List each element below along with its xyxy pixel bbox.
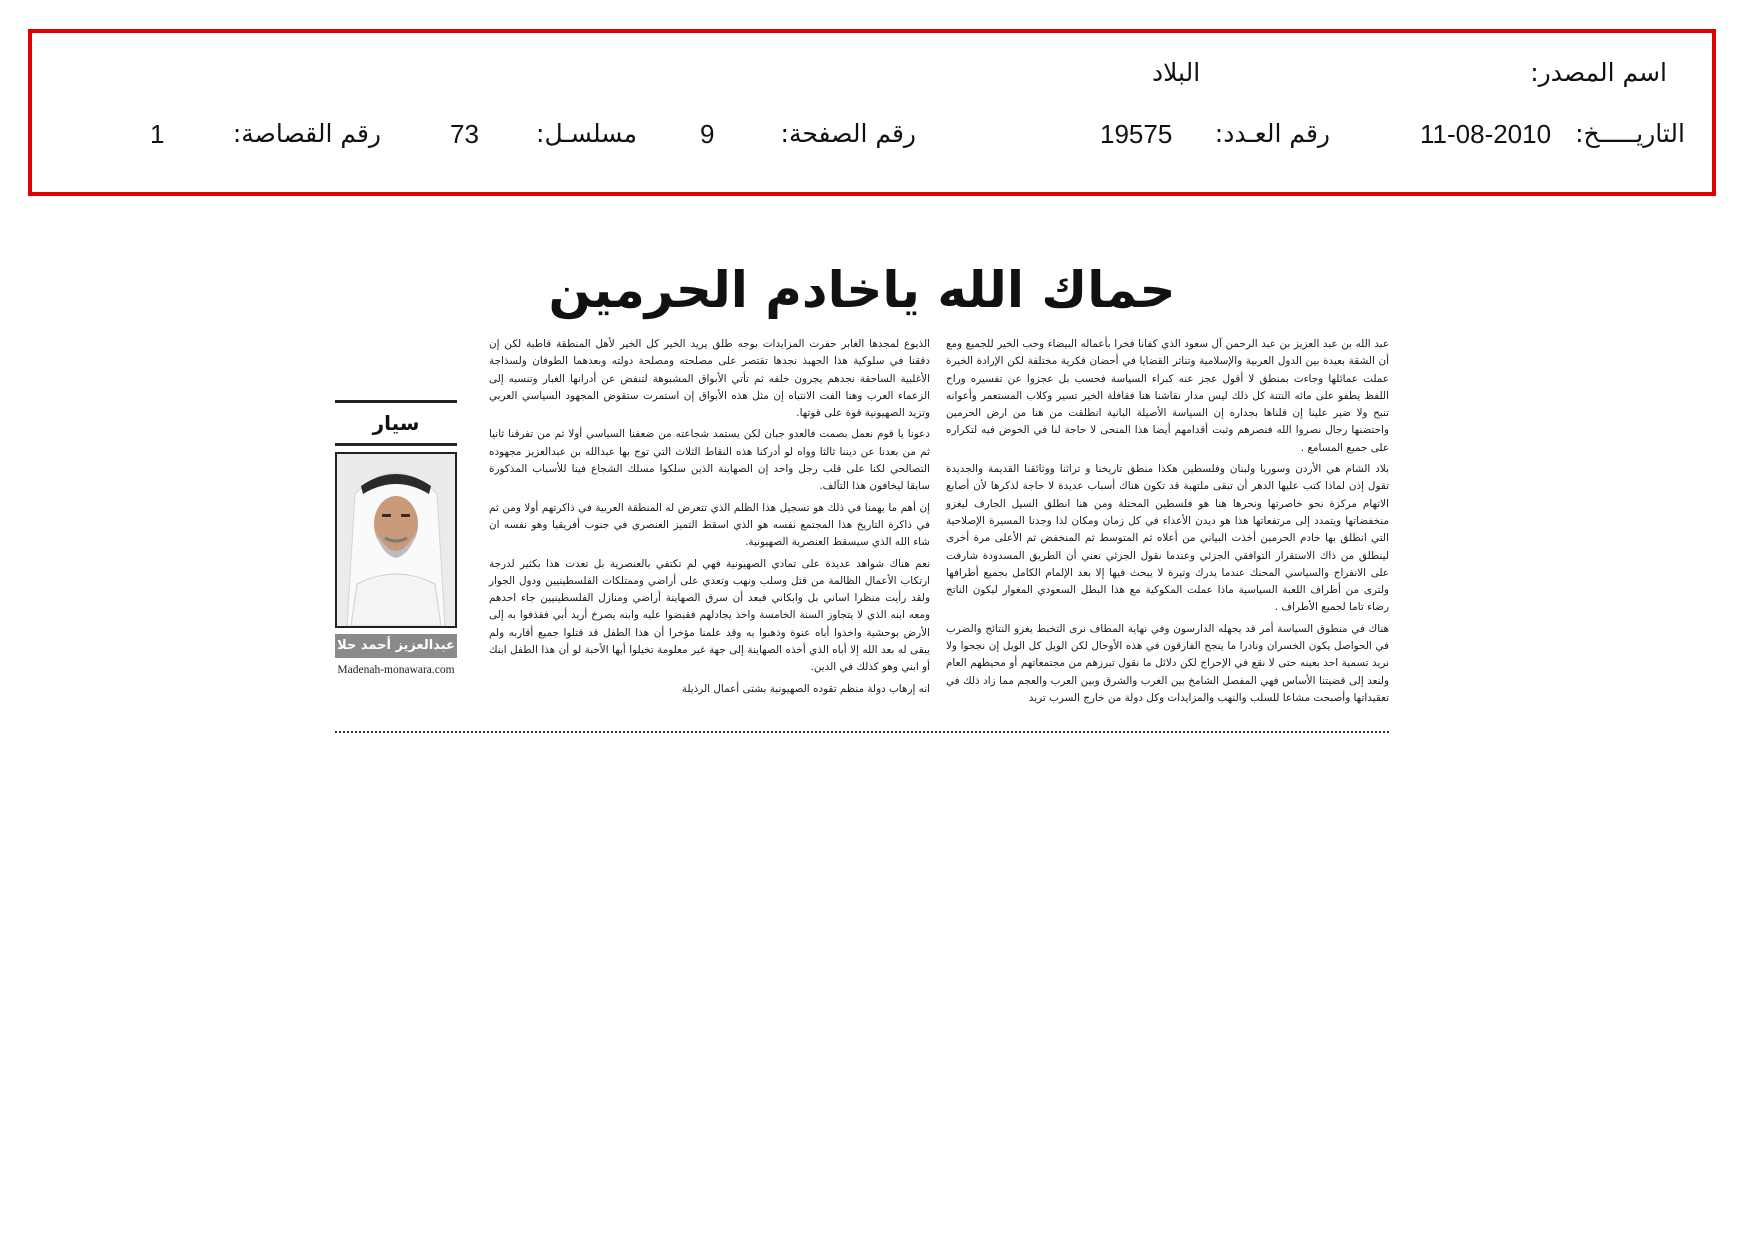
paragraph: إن أهم ما يهمنا في ذلك هو تسجيل هذا الظلم الذي تتعرض له المنطقة العربية في ذاكرتهم أولا ومن ثم في ذاكرة التاريخ هذا المجتمع نفسه هو الذي اسقط التميز العنصري في جنوب أفريقيا وهو نفسه ان شاء الله الذي سيسقط العنصرية الصهيونية. (489, 501, 930, 549)
source-label: اسم المصدر: (1530, 58, 1667, 87)
serial-value: 73 (450, 119, 479, 149)
metadata-box (28, 29, 1716, 196)
paragraph: بلاد الشام هي الأردن وسوريا ولبنان وفلسطين هكذا منطق تاريخنا و تراثنا ووثائقنا القديمة والجديدة تقول إذن لماذا كتب عليها الدهر أن تبقى ملتهبة قد تكون هناك أسباب عديدة لا حاجة لذكرها لأن أصابع الاتهام مركزة نحو خاصرتها ونحرها هنا هو فلسطين المحتلة ومن هنا انطلق السيل الجارف ليغزو منخفضاتها ويتمدد إلى مرتفعاتها هذا هو ديدن الأعداء في كل زمان ومكان لذا وجدنا المسيرة الإصلاحية التي انطلق بها خادم الحرمين أخذت البياني من أعلاه ثم المتوسط ثم المنخفض ثم الأعلى مرة أخرى لينطلق من ذاك الاستقرار التوافقي الجزئي وعندما نقول الجزئي نعني أن الطريق المسدودة شارفت على الانفراج والسياسي المحنك عندما يدرك وتيرة لا يبحث فيها إلا بعد الإلمام الكامل بجميع أطرافها ولترى من أطراف اللعبة السياسية ماذا عملت المكوكية مع هذا البطل السعودي المغوار ليكون الناتج رضاء تاما لجميع الأطراف . (946, 463, 1389, 614)
author-box (335, 400, 457, 676)
bottom-divider (335, 731, 1389, 733)
author-photo (335, 452, 457, 628)
date-label: التاريـــــخ: (1575, 119, 1685, 148)
article-column-left (489, 336, 930, 702)
date-value: 11-08-2010 (1420, 119, 1552, 149)
clip-number-label: رقم القصاصة: (232, 119, 381, 148)
serial-label: مسلسـل: (536, 119, 637, 148)
paragraph: هناك في منطوق السياسة أمر قد يجهله الدارسون وفي نهاية المطاف نرى التخبط يغزو النتائج والضرب في الحواصل يكون الخسران ونادرا ما ينجح الفارقون في هذه الأوحال لكن الويل كل الويل إن نجحوا ولا نريد تسمية احد بعينه حتى لا نقع في الإحراج لكن دلائل ما نقول تبرزهم من مجتمعاتهم أو محيطهم العام ولنعد إلى قضيتنا الأساس فهي المفصل الشامخ بين الغرب والشرق وبين العرب والعجم مما زاد ذلك في تعقيداتها وأصبحت مشاعا للسلب والنهب والمزايدات وكل دولة من خارج السرب تريد (946, 622, 1389, 704)
article-headline: حماك الله ياخادم الحرمين (548, 261, 1176, 319)
source-value: البلاد (1152, 58, 1201, 87)
paragraph: انه إرهاب دولة منظم تقوده الصهيونية بشتى أعمال الرذيلة (681, 682, 930, 695)
paragraph: دعونا يا قوم نعمل بصمت فالعدو جبان لكن يستمد شجاعته من ضعفنا السياسي أولا ثم من تفرقنا ثانيا ثم من بعدنا عن ديننا ثالثا وواه لو أدركنا هذه النقاط الثلاث التي توج بها عبدالله بن عبدالعزيز مجهوده التصالحي لكنا على قلب رجل واحد إن الصهاينة الذين سلكوا مسلك الشجاع فينا للأسباب المذكورة سابقا ليخافون هذا التآلف. (489, 428, 930, 493)
issue-label: رقم العـدد: (1214, 119, 1330, 148)
author-name: عبدالعزيز أحمد حلا (335, 634, 457, 658)
column-title: سيار (335, 400, 457, 446)
author-website: Madenah-monawara.com (337, 664, 455, 676)
paragraph: نعم هناك شواهد عديدة على تمادي الصهيونية فهي لم تكتفي بالعنصرية بل تعدت هذا بكثير لدرجة ارتكاب الأعمال الظالمة من قتل وسلب ونهب وتعدي على أراضي وممتلكات الفلسطينيين ودول الجوار ولقد رأيت منظرا اساني بل وابكاني فبعد أن سرق الصهاينة أراضي ومنازل الفلسطينيين جاء احدهم ومعه ابنه الذي لا يتجاوز السنة الخامسة واخذ يجادلهم فقبضوا عليه وابنه يصرخ أريد أبي فقذفوا به إلى الأرض بوحشية واخذوا أباه عنوة وذهبوا به وقد علمنا مؤخرا أن هذا الطفل قد قتلوا جميع أقاربه ولم يبقى له بعد الله إلا أباه الذي أخذه الصهاينة إلى جهة غير معلومة تخيلوا أيها الأحبة لو أن هذا الطفل ابنك أو ابني وهو كذلك في الدين. (489, 557, 930, 674)
clip-number-value: 1 (150, 119, 165, 149)
paragraph: عبد الله بن عبد العزيز بن عبد الرحمن آل سعود الذي كفانا فخرا بأعماله البيضاء وحب الخير للجميع ومع أن الشقة بعيدة بين الدول العربية والإسلامية وتناثر القضايا في أحضان فكرية مختلفة لكن الإرادة الخيرة عملت عمائلها وجاءت بمنطق لا أقول عجز عنه كبراء السياسة فحسب بل عجزوا عن تفسيره وراح اللفظ يطفو على مائه النتنة كل ذلك ليس مدار نقاشنا هنا فقافلة الخير تسير وكلاب المستعمر وأعوانه تنبح ولا ضير علينا إن قلناها بجداره إن السياسة الأصيلة البانية انطلقت من هنا من ارض الحرمين واحتضنها رجال نصروا الله فنصرهم وثبت أقدامهم أيضا هذا المنحى لا حاجة لنا في الخوض فيه لتكراره على جميع المسامع . (946, 338, 1389, 454)
author-portrait-icon (337, 454, 455, 626)
newspaper-clipping (333, 250, 1391, 738)
page-value: 9 (700, 119, 715, 149)
article-column-right (946, 336, 1389, 711)
issue-value: 19575 (1100, 119, 1173, 149)
paragraph: الذيوع لمجدها الغابر حفرت المزايدات بوجه طلق يريد الخير كل الخير لأهل المنطقة قاطبة لكن إن دققنا في سلوكية هذا الجهبذ نجدها تقتصر على مصلحته ومصلحة دولته وبعدهما الطوفان ولسذاجة الأغلبية الساحقة نجدهم يجرون خلفه ثم تأتي الأبواق المشبوهة لتنفض عن أدرانها الغبار وتنسبه إلى الزعماء العرب وهنا الفت الانتباه إن مثل هذه الأبواق إن استمرت ستقوض المجهود السياسي العربي وتزيد الصهيونية قوة على قوتها. (489, 338, 930, 420)
page-label: رقم الصفحة: (780, 119, 916, 148)
